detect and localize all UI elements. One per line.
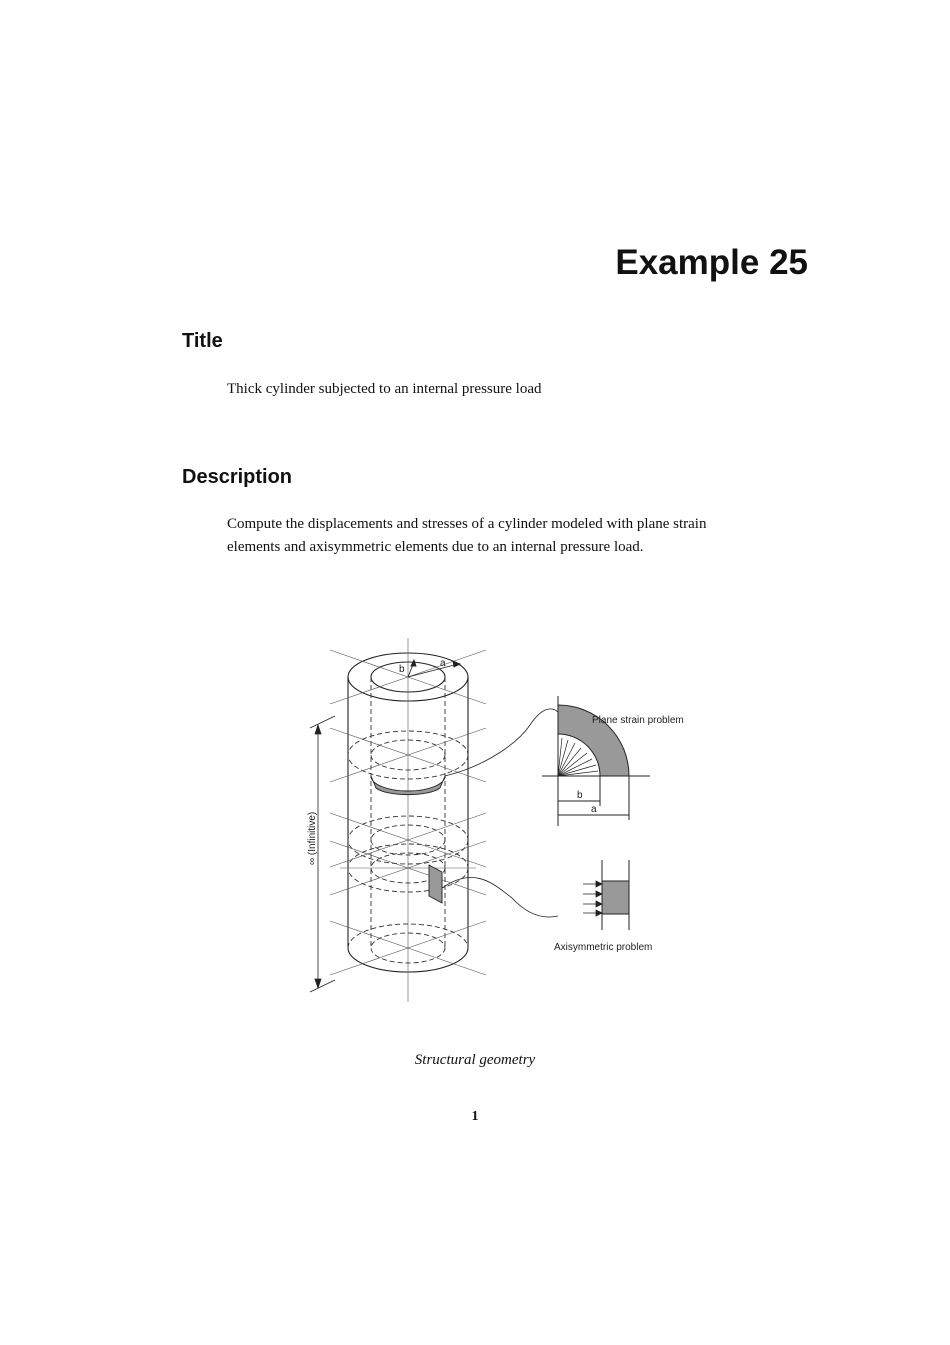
page-number: 1 [471,1109,479,1124]
description-heading: Description [182,466,293,488]
radius-b-label: b [399,664,405,675]
cylinder-diagram [290,630,730,1010]
dim-a-label: a [591,804,597,815]
title-text: Thick cylinder subjected to an internal pressure load [227,381,542,397]
figure-caption: Structural geometry [414,1052,536,1068]
length-label: ∞ (Infinitive) [307,811,318,865]
dim-b-label: b [577,790,583,801]
page-title: Example 25 [615,243,808,282]
axisymmetric-label: Axisymmetric problem [554,942,653,953]
description-line-1: Compute the displacements and stresses of a cylinder modeled with plane strain [227,516,707,532]
axisymmetric-block [602,881,629,914]
title-heading: Title [182,330,223,352]
plane-strain-label: Plane strain problem [592,715,684,726]
description-line-2: elements and axisymmetric elements due to an internal pressure load. [227,539,644,555]
radius-a-label: a [440,658,446,669]
axisymmetric-slice [429,865,442,903]
structural-geometry-figure [290,630,730,1010]
